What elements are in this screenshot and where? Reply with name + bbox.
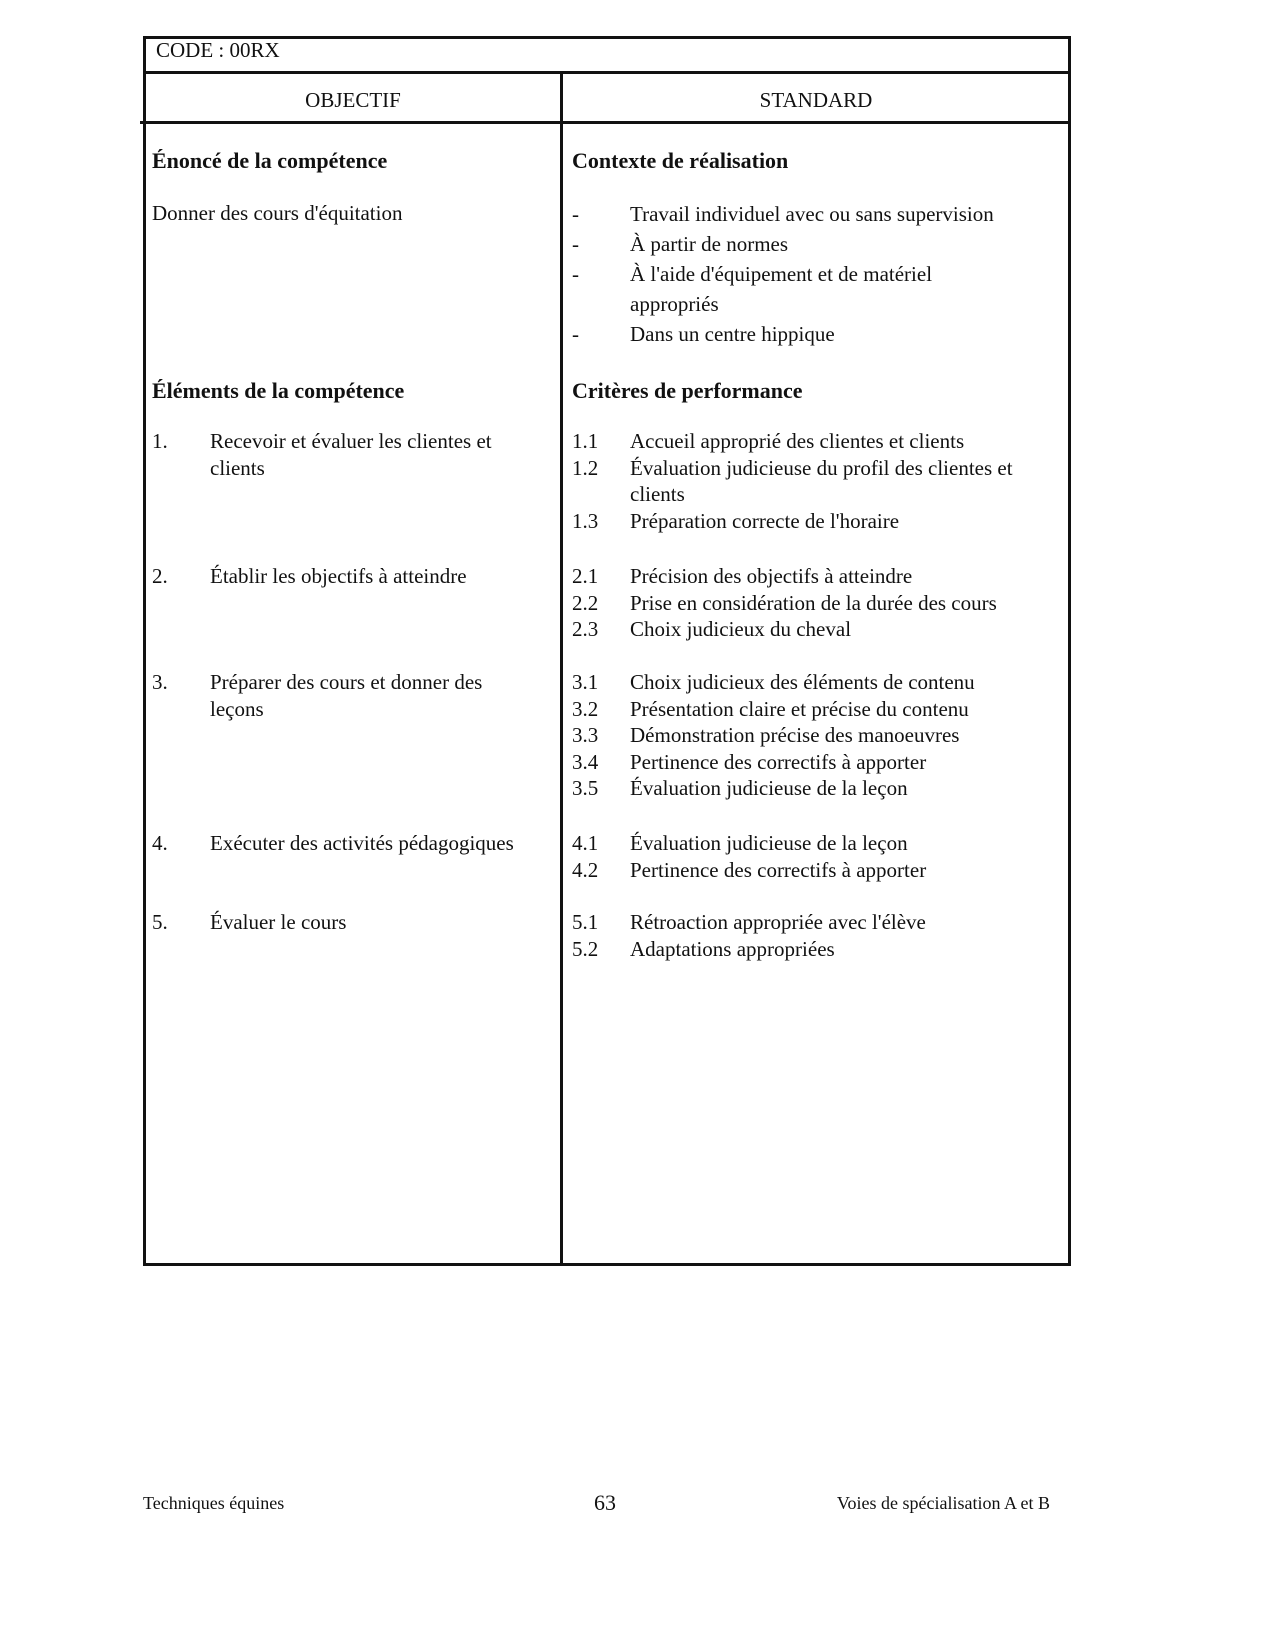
item-number: 2.3 <box>572 617 599 641</box>
item-text: À l'aide d'équipement et de matériel <box>630 262 933 286</box>
item-number: 2. <box>152 564 168 588</box>
item-text: Évaluer le cours <box>210 910 347 934</box>
criteria-group-2 <box>572 563 1062 643</box>
item-number: 1.2 <box>572 455 599 480</box>
item-number: 2.1 <box>572 564 599 588</box>
item-number: 1. <box>152 429 168 453</box>
list-item <box>572 455 1062 508</box>
item-text: leçons <box>210 696 264 721</box>
list-item <box>152 669 552 722</box>
item-text: Démonstration précise des manoeuvres <box>630 723 960 747</box>
list-item <box>572 775 1062 802</box>
item-number: 3.4 <box>572 749 599 774</box>
item-number: 4.1 <box>572 831 599 855</box>
item-text: Rétroaction appropriée avec l'élève <box>630 910 926 934</box>
item-text: Pertinence des correctifs à apporter <box>630 749 927 774</box>
list-item <box>152 830 552 857</box>
list-item <box>572 508 1062 535</box>
list-item <box>572 857 1062 884</box>
header-objectif: OBJECTIF <box>305 88 401 112</box>
list-item <box>152 563 552 590</box>
element-5 <box>152 909 552 936</box>
list-item <box>572 722 1062 749</box>
list-item <box>572 749 1062 776</box>
item-number: 5. <box>152 910 168 934</box>
contexte-list <box>572 199 1062 349</box>
list-item <box>572 229 1062 259</box>
item-text: clients <box>210 455 265 480</box>
item-number: - <box>572 322 579 346</box>
item-number: 1.1 <box>572 429 599 453</box>
item-number: 2.2 <box>572 590 599 615</box>
item-text: Dans un centre hippique <box>630 322 835 346</box>
list-item <box>572 909 1062 936</box>
list-item <box>572 696 1062 723</box>
item-number: 4.2 <box>572 857 599 882</box>
list-item <box>152 428 552 481</box>
list-item <box>572 319 1062 349</box>
item-text: À partir de normes <box>630 232 789 256</box>
item-text: Préparation correcte de l'horaire <box>630 508 900 533</box>
list-item <box>572 669 1062 696</box>
item-text: Choix judicieux des éléments de contenu <box>630 670 975 694</box>
list-item <box>572 563 1062 590</box>
list-item <box>572 830 1062 857</box>
footer-left: Techniques équines <box>143 1493 285 1513</box>
page-number: 63 <box>594 1490 616 1515</box>
item-number: 4. <box>152 831 168 855</box>
item-number: 3. <box>152 670 168 694</box>
criteria-group-4 <box>572 830 1062 883</box>
list-item <box>572 259 1062 319</box>
item-text: Évaluation judicieuse de la leçon <box>630 831 908 855</box>
item-text: Choix judicieux du cheval <box>630 617 852 641</box>
item-number: 3.3 <box>572 723 599 747</box>
item-text: Précision des objectifs à atteindre <box>630 564 913 588</box>
contexte-heading: Contexte de réalisation <box>572 148 789 173</box>
divider <box>143 71 1071 74</box>
item-number: 3.1 <box>572 670 599 694</box>
item-number: 3.2 <box>572 696 599 721</box>
criteria-group-5 <box>572 909 1062 962</box>
item-text: Recevoir et évaluer les clientes et <box>210 429 492 453</box>
divider <box>140 121 1071 124</box>
list-item <box>572 199 1062 229</box>
element-4 <box>152 830 552 857</box>
list-item <box>572 590 1062 617</box>
enonce-heading: Énoncé de la compétence <box>152 148 388 173</box>
item-text: Pertinence des correctifs à apporter <box>630 857 927 882</box>
elements-heading: Éléments de la compétence <box>152 378 405 403</box>
list-item <box>152 909 552 936</box>
item-text: Préparer des cours et donner des <box>210 670 483 694</box>
item-text: Évaluation judicieuse de la leçon <box>630 776 908 800</box>
item-text: Prise en considération de la durée des cours <box>630 590 997 615</box>
criteria-group-3 <box>572 669 1062 802</box>
criteres-heading: Critères de performance <box>572 378 803 403</box>
header-standard: STANDARD <box>759 88 873 112</box>
list-item <box>572 936 1062 963</box>
item-text: appropriés <box>630 292 719 316</box>
item-text: Exécuter des activités pédagogiques <box>210 831 514 855</box>
item-number: - <box>572 202 579 226</box>
list-item <box>572 616 1062 643</box>
item-number: - <box>572 232 579 256</box>
enonce-text: Donner des cours d'équitation <box>152 201 403 225</box>
element-1 <box>152 428 552 481</box>
footer-right: Voies de spécialisation A et B <box>836 1493 1050 1513</box>
item-text: Adaptations appropriées <box>630 936 835 961</box>
item-text: Travail individuel avec ou sans supervision <box>630 202 994 226</box>
list-item <box>572 428 1062 455</box>
item-text: clients <box>630 482 685 506</box>
item-number: 1.3 <box>572 508 599 533</box>
item-number: - <box>572 262 579 286</box>
item-text: Accueil approprié des clientes et clients <box>630 429 965 453</box>
item-number: 5.2 <box>572 936 599 961</box>
code-label: CODE : 00RX <box>156 38 280 62</box>
column-divider <box>560 71 563 1266</box>
element-3 <box>152 669 552 722</box>
item-text: Présentation claire et précise du contenu <box>630 696 969 721</box>
item-number: 3.5 <box>572 776 599 800</box>
item-text: Établir les objectifs à atteindre <box>210 564 467 588</box>
element-2 <box>152 563 552 590</box>
criteria-group-1 <box>572 428 1062 534</box>
item-text: Évaluation judicieuse du profil des clientes et <box>630 455 1013 480</box>
item-number: 5.1 <box>572 910 599 934</box>
